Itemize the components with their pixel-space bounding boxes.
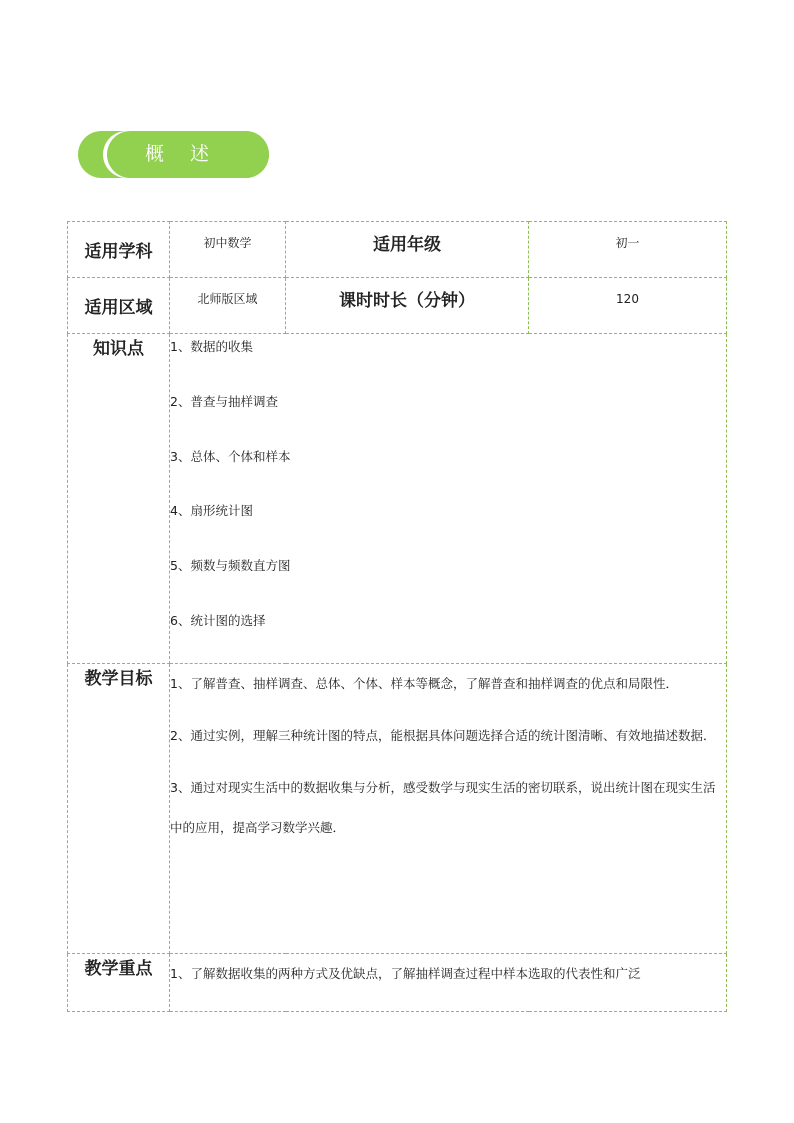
- goal-item: 2、通过实例，理解三种统计图的特点，能根据具体问题选择合适的统计图清晰、有效地描述数据．: [170, 728, 716, 743]
- section-banner: [78, 131, 269, 178]
- goal-item: 1、了解普查、抽样调查、总体、个体、样本等概念，了解普查和抽样调查的优点和局限性．: [170, 676, 678, 691]
- region-value: [170, 278, 286, 334]
- duration-label-text: 课时时长（分钟）: [339, 291, 475, 311]
- table-row: [68, 222, 727, 278]
- region-value-text: 北师版区域: [197, 292, 258, 306]
- subject-label: 适用学科: [68, 222, 170, 278]
- focus-label: [68, 954, 170, 1012]
- table-row: [68, 334, 727, 664]
- knowledge-label: [68, 334, 170, 664]
- subject-value-text: 初中数学: [203, 236, 252, 250]
- knowledge-item: 5、频数与频数直方图: [170, 558, 291, 574]
- grade-value-text: 初一: [615, 236, 640, 250]
- goals-label: [68, 664, 170, 954]
- knowledge-item: 1、数据的收集: [170, 339, 253, 354]
- grade-label: [286, 222, 529, 278]
- goal-item: 3、通过对现实生活中的数据收集与分析，感受数学与现实生活的密切联系，说出统计图在现实生活中的应用，提高学习数学兴趣．: [170, 780, 716, 835]
- duration-label: [286, 278, 529, 334]
- focus-list: [170, 954, 727, 1012]
- duration-value: [529, 278, 727, 334]
- course-info-table: [67, 221, 727, 1012]
- focus-label-text: 教学重点: [84, 959, 153, 979]
- table-row: [68, 278, 727, 334]
- section-title: 概 述: [145, 143, 220, 165]
- grade-label-text: 适用年级: [373, 235, 441, 255]
- table-row: [68, 954, 727, 1012]
- focus-item: 1、了解数据收集的两种方式及优缺点，了解抽样调查过程中样本选取的代表性和广泛: [170, 966, 641, 981]
- goals-label-text: 教学目标: [84, 669, 153, 689]
- grade-value: [529, 222, 727, 278]
- knowledge-item: 4、扇形统计图: [170, 503, 253, 519]
- subject-value: [170, 222, 286, 278]
- duration-value-text: 120: [616, 291, 639, 306]
- knowledge-item: 3、总体、个体和样本: [170, 448, 291, 464]
- knowledge-item: 2、普查与抽样调查: [170, 393, 278, 409]
- knowledge-list: [170, 334, 727, 664]
- region-label: 适用区域: [68, 278, 170, 334]
- knowledge-label-text: 知识点: [93, 339, 144, 359]
- table-row: [68, 664, 727, 954]
- goals-list: [170, 664, 727, 954]
- knowledge-item: 6、统计图的选择: [170, 612, 266, 628]
